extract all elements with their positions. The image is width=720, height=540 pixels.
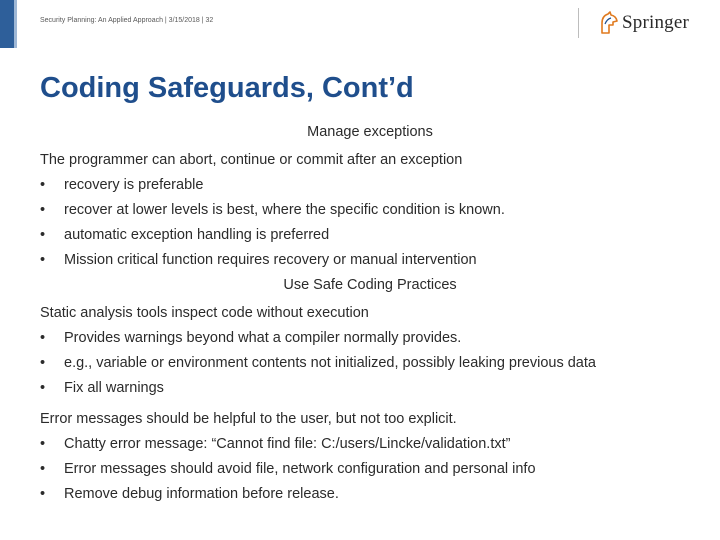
slide-content bbox=[40, 120, 700, 507]
header-meta: Security Planning: An Applied Approach | 3/15/2018 | 32 bbox=[40, 17, 214, 24]
list-item: • recovery is preferable bbox=[40, 173, 700, 198]
errors-intro: Error messages should be helpful to the user, but not too explicit. bbox=[40, 411, 457, 427]
list-item: • Error messages should avoid file, network configuration and personal info bbox=[40, 457, 700, 482]
list-item: • Chatty error message: “Cannot find file: C:/users/Lincke/validation.txt” bbox=[40, 432, 700, 457]
header-divider bbox=[578, 8, 579, 38]
springer-brand-text: Springer bbox=[622, 12, 690, 33]
list-item: • Mission critical function requires recovery or manual intervention bbox=[40, 248, 700, 273]
springer-horse-icon bbox=[598, 11, 620, 35]
left-accent-bar bbox=[0, 0, 14, 48]
safe-coding-intro: Static analysis tools inspect code without execution bbox=[40, 305, 369, 321]
springer-logo bbox=[598, 10, 689, 36]
list-item: • Fix all warnings bbox=[40, 376, 700, 401]
section-heading-exceptions: Manage exceptions bbox=[307, 124, 433, 140]
list-item: • Provides warnings beyond what a compiler normally provides. bbox=[40, 326, 700, 351]
list-item: • Remove debug information before release. bbox=[40, 482, 700, 507]
list-item: • automatic exception handling is preferred bbox=[40, 223, 700, 248]
section-heading-safe-coding: Use Safe Coding Practices bbox=[283, 277, 457, 293]
slide-title: Coding Safeguards, Cont’d bbox=[40, 72, 414, 104]
safe-coding-bullet-list bbox=[40, 326, 700, 401]
list-item: • e.g., variable or environment contents not initialized, possibly leaking previous data bbox=[40, 351, 700, 376]
exceptions-intro: The programmer can abort, continue or commit after an exception bbox=[40, 152, 463, 168]
exceptions-bullet-list bbox=[40, 173, 700, 273]
list-item: • recover at lower levels is best, where the specific condition is known. bbox=[40, 198, 700, 223]
errors-bullet-list bbox=[40, 432, 700, 507]
